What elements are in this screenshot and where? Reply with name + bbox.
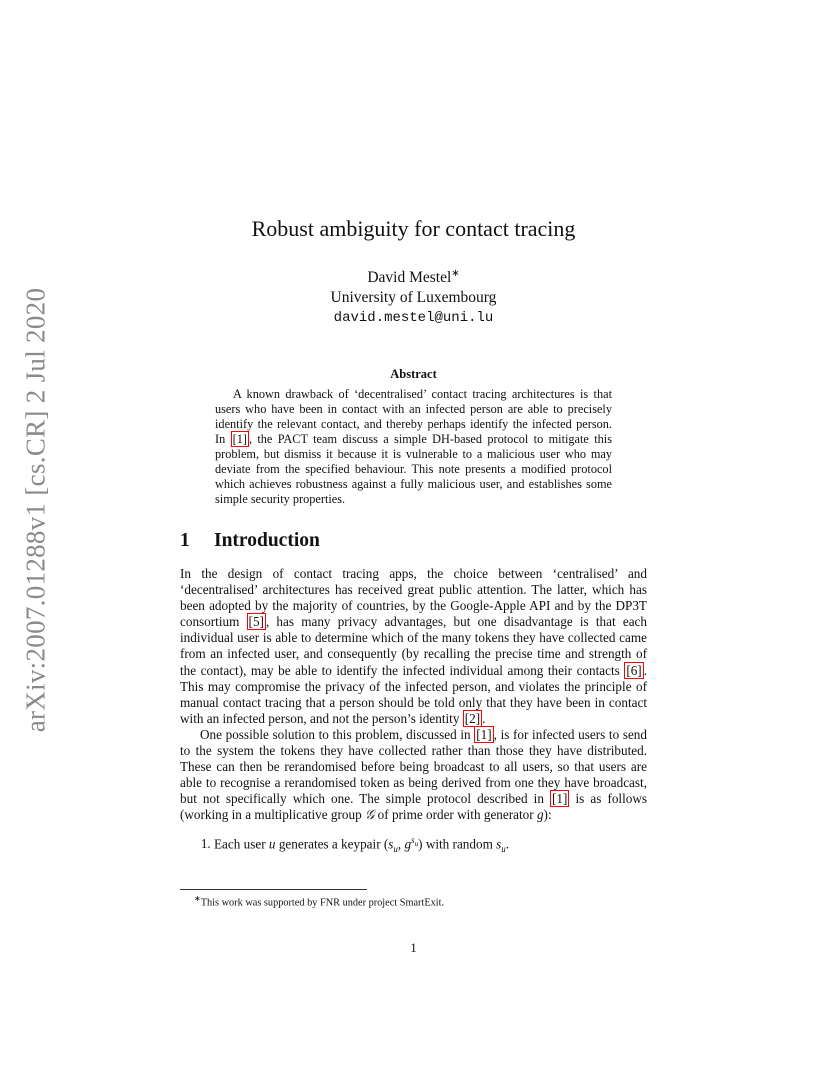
generator-symbol: g <box>536 807 544 823</box>
paper-title: Robust ambiguity for contact tracing <box>251 216 576 241</box>
footnote-mark: ∗ <box>194 894 201 903</box>
citation-link-1-third[interactable]: [1] <box>552 791 568 807</box>
abstract-text: A known drawback of ‘decentralised’ contact tracing architectures is that users who have been in contact with an infected person are able to precisely identify the relevant contact, and thereby perhaps identify the infected person. In [1] , the PACT team discuss a simple DH-based protocol to mitigate this problem, but dismiss it because it is vulnerable to a malicious user who may deviate from the specified behaviour. This note presents a modified protocol which achieves robustness against a fully malicious user, and establishes some simple security properties. <box>215 387 612 506</box>
footnote-divider <box>180 889 367 890</box>
arxiv-id-label: arXiv:2007.01288v1 [cs.CR] 2 Jul 2020 <box>20 287 51 733</box>
section-title: Introduction <box>214 530 320 551</box>
arxiv-stamp <box>6 287 66 733</box>
citation-link-2[interactable]: [2] <box>464 710 481 726</box>
section-heading-introduction <box>180 530 647 552</box>
intro-paragraph-1: In the design of contact tracing apps, the choice between ‘centralised’ and ‘decentralised’ architectures has received great public attention. The latter, which has been adopted by the majority of countries, by the Google-Apple API and by the DP3T consortium [5] , has many privacy advantages, but one disadvantage is that each individual user is able to determine which of the many tokens they have collected came from an infected user, and consequently (by recalling the precise time and strength of the contact), may be able to identify the infected individual among their contacts [6] . This may compromise the privacy of the infected person, and violates the principle of manual contact tracing that a person should be told only that they have been in contact with an infected person, and not the person’s identity [2] . <box>180 566 647 726</box>
introduction-body <box>180 566 647 857</box>
citation-link-1-second[interactable]: [1] <box>476 726 492 742</box>
list-item: 1. Each user u generates a keypair ($s_u$, $g^{s_u}$) with random $s_u$. <box>214 832 647 857</box>
group-symbol: 𝒢 <box>364 807 375 823</box>
author-email[interactable]: david.mestel@uni.lu <box>333 310 494 327</box>
footnote <box>194 894 634 908</box>
citation-link-5[interactable]: [5] <box>248 614 264 630</box>
intro-paragraph-2: One possible solution to this problem, discussed in [1] , is for infected users to send to the system the tokens they have collected rather than those they have distributed. These can then be rerandomised before being broadcast to all users, so that users are able to recognise a rerandomised token as being derived from one they have broadcast, but not specifically which one. The simple protocol described in [1] is as follows (working in a multiplicative group 𝒢 of prime order with generator g): <box>180 726 648 823</box>
author-line <box>180 264 647 288</box>
citation-link-1[interactable]: [1] <box>232 432 247 446</box>
author-footnote-mark: ∗ <box>451 268 460 279</box>
abstract-heading: Abstract <box>390 367 437 381</box>
section-number: 1 <box>180 530 190 551</box>
protocol-steps-list <box>180 832 647 857</box>
page-number: 1 <box>410 940 417 955</box>
author-block <box>180 264 647 328</box>
footnote-text: This work was supported by FNR under project SmartExit. <box>200 897 445 909</box>
author-name: David Mestel <box>367 269 452 287</box>
author-affiliation: University of Luxembourg <box>330 289 497 307</box>
citation-link-6[interactable]: [6] <box>626 662 642 678</box>
